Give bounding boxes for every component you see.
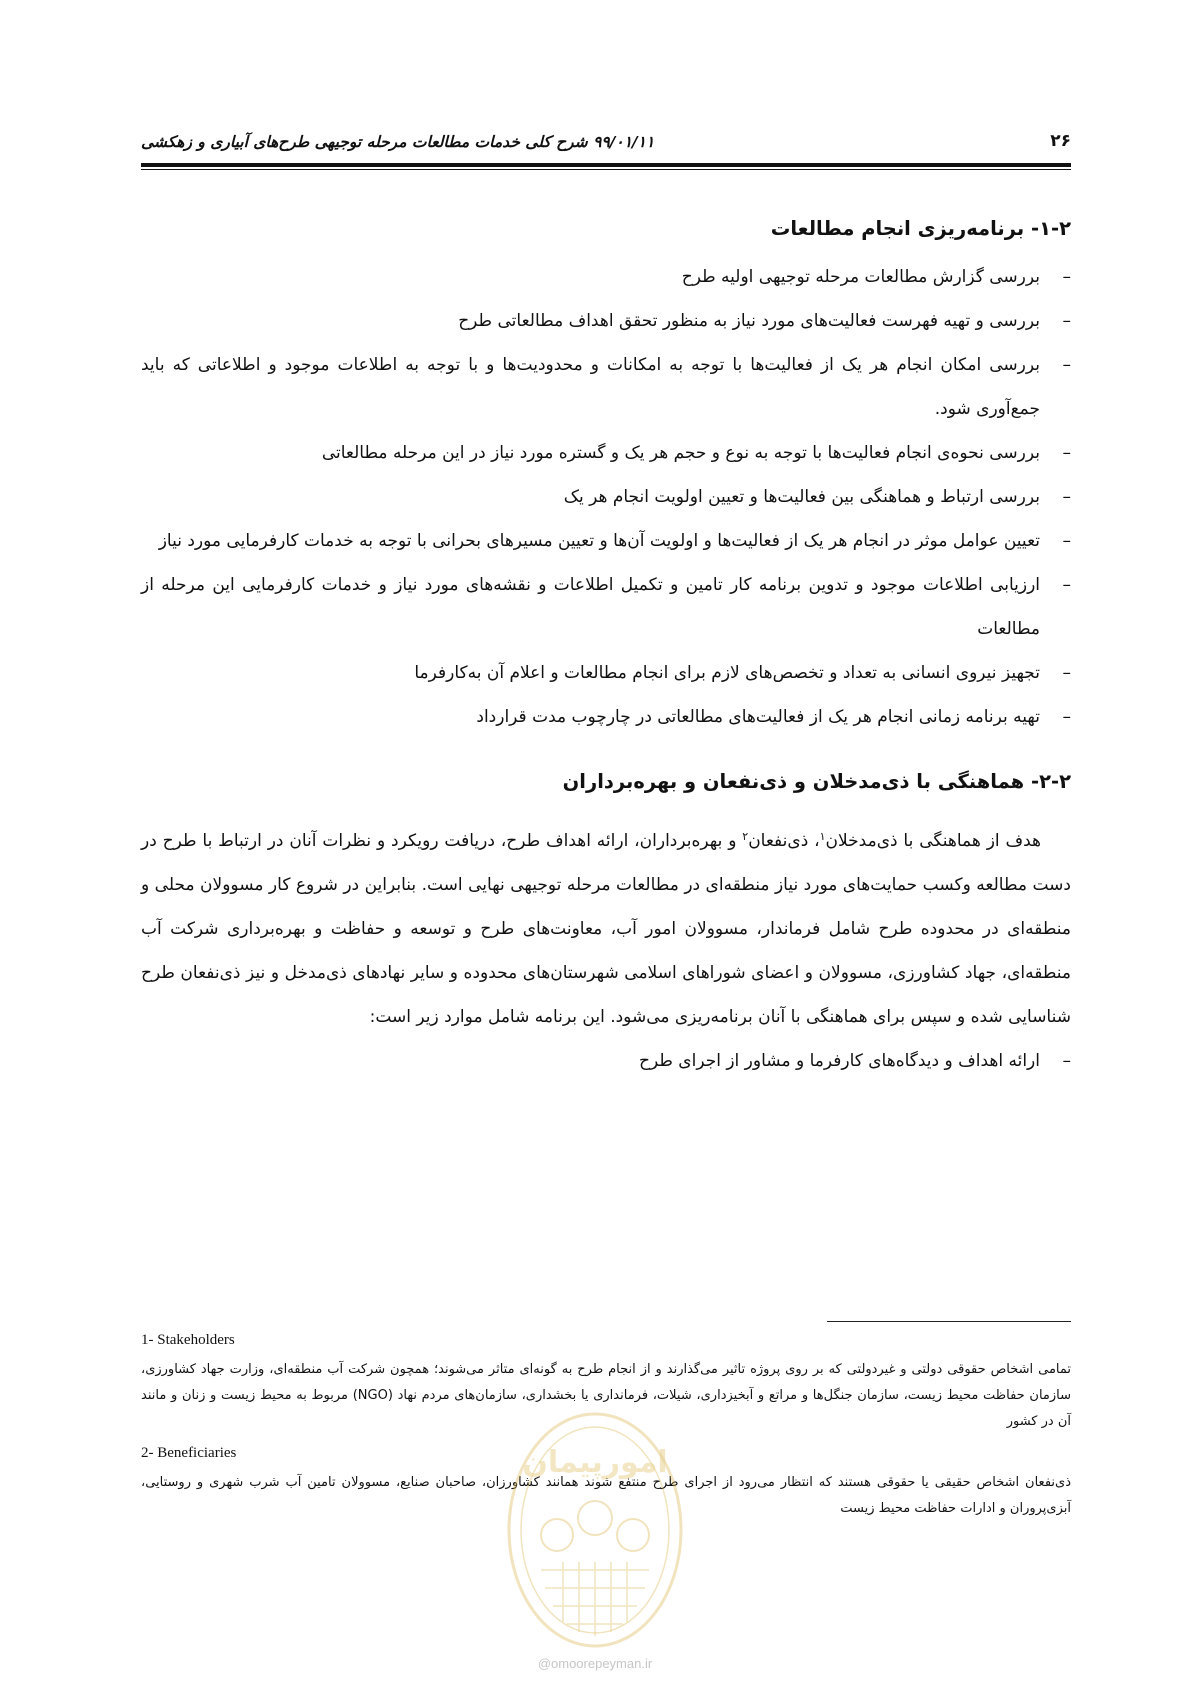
bullet-text: تجهیز نیروی انسانی به تعداد و تخصص‌های لازم برای انجام مطالعات و اعلام آن به‌کارفرما	[414, 663, 1040, 683]
bullet-text: تهیه برنامه زمانی انجام هر یک از فعالیت‌های مطالعاتی در چارچوب مدت قرارداد	[476, 707, 1040, 727]
footnote-1-text: تمامی اشخاص حقوقی دولتی و غیردولتی که بر روی پروژه تاثیر می‌گذارند و از انجام طرح به گونه‌ای متاثر می‌شوند؛ همچون شرکت آب منطقه‌ای، وزارت جهاد کشاورزی، سازمان حفاظت محیط زیست، سازمان جنگل‌ها و مراتع و آبخیزداری، شیلات، فرمانداری یا بخشداری، سازمان‌های مردم نهاد (NGO) مربوط به محیط زیست و زنان و مانند آن در کشور	[141, 1362, 1071, 1429]
footnote-1-term: 1- Stakeholders	[141, 1332, 235, 1348]
paragraph-text: ، ذی‌نفعان	[748, 831, 820, 851]
paragraph-text: و بهره‌برداران، ارائه اهداف طرح، دریافت رویکرد و نظرات آنان در ارتباط با طرح در دست مطالعه وکسب حمایت‌های مورد نیاز منطقه‌ای در مطالعات مرحله توجیهی نهایی است. بنابراین در شروع کار مسوولان محلی و منطقه‌ای در محدوده طرح شامل فرماندار، مسوولان امور آب، معاونت‌های طرح و توسعه و حفاظت و بهره‌برداری شرکت آب منطقه‌ای، جهاد کشاورزی، مسوولان و اعضای شوراهای اسلامی شهرستان‌های محدوده و سایر نهادهای ذی‌مدخل و نیز ذی‌نفعان طرح شناسایی شده و سپس برای هماهنگی با آنان برنامه‌ریزی می‌شود. این برنامه شامل موارد زیر است:	[141, 831, 1071, 1027]
footnote-marker-1[interactable]: ۱	[819, 830, 826, 843]
header-rule-thin	[141, 169, 1071, 170]
bullet-item	[141, 1039, 1071, 1083]
section-2-bullet-list	[141, 1039, 1071, 1083]
bullet-item	[141, 431, 1071, 475]
bullet-item	[141, 519, 1071, 563]
dash-marker: –	[1062, 267, 1071, 287]
watermark-grid	[541, 1562, 649, 1636]
dash-marker: –	[1062, 663, 1071, 683]
paragraph-text: هدف از هماهنگی با ذی‌مدخلان	[825, 831, 1041, 851]
bullet-item	[141, 563, 1071, 651]
running-title: ۹۹/۰۱/۱۱ شرح کلی خدمات مطالعات مرحله توجیهی طرح‌های آبیاری و زهکشی	[141, 133, 655, 151]
bullet-item	[141, 695, 1071, 739]
bullet-text: ارزیابی اطلاعات موجود و تدوین برنامه کار تامین و تکمیل اطلاعات و نقشه‌های مورد نیاز و خدمات کارفرمایی این مرحله از مطالعات	[141, 575, 1040, 639]
bullet-text: بررسی ارتباط و هماهنگی بین فعالیت‌ها و تعیین اولویت انجام هر یک	[563, 487, 1040, 507]
bullet-text: ارائه اهداف و دیدگاه‌های کارفرما و مشاور از اجرای طرح	[639, 1051, 1040, 1071]
dash-marker: –	[1062, 707, 1071, 727]
section-1-bullet-list	[141, 255, 1071, 739]
dash-marker: –	[1062, 531, 1071, 551]
footnote-2-text: ذی‌نفعان اشخاص حقیقی یا حقوقی هستند که انتظار می‌رود از اجرای طرح منتفع شوند همانند کشاورزان، صاحبان صنایع، مسوولان تامین آب شرب شهری و روستایی، آبزی‌پروران و ادارات حفاظت محیط زیست	[141, 1475, 1071, 1516]
section-2-heading: ۲-۲- هماهنگی با ذی‌مدخلان و ذی‌نفعان و بهره‌برداران	[562, 770, 1071, 793]
dash-marker: –	[1062, 311, 1071, 331]
watermark-logo	[505, 1410, 685, 1650]
page-content	[141, 210, 1071, 1083]
header-rule-thick	[141, 163, 1071, 167]
dash-marker: –	[1062, 1051, 1071, 1071]
bullet-item	[141, 475, 1071, 519]
dash-marker: –	[1062, 575, 1071, 595]
dash-marker: –	[1062, 355, 1071, 375]
dash-marker: –	[1062, 443, 1071, 463]
section-2-paragraph	[141, 819, 1071, 1039]
watermark-badge-center	[578, 1501, 612, 1535]
bullet-text: بررسی نحوه‌ی انجام فعالیت‌ها با توجه به نوع و حجم هر یک و گستره مورد نیاز در این مرحله مطالعاتی	[321, 443, 1040, 463]
page-header	[141, 131, 1071, 161]
bullet-item	[141, 299, 1071, 343]
section-1-heading: ۱-۲- برنامه‌ریزی انجام مطالعات	[770, 217, 1071, 240]
dash-marker: –	[1062, 487, 1071, 507]
bullet-item	[141, 343, 1071, 431]
footnote-2-term: 2- Beneficiaries	[141, 1445, 237, 1461]
bullet-item	[141, 255, 1071, 299]
page-number: ۲۶	[1050, 131, 1071, 151]
footnote-marker-2[interactable]: ۲	[742, 830, 749, 843]
bullet-text: بررسی گزارش مطالعات مرحله توجیهی اولیه طرح	[681, 267, 1040, 287]
bullet-item	[141, 651, 1071, 695]
watermark-brand: امورپیمان	[522, 1445, 668, 1480]
watermark-site: @omoorepeyman.ir	[537, 1656, 653, 1671]
bullet-text: تعیین عوامل موثر در انجام هر یک از فعالیت‌ها و اولویت آن‌ها و تعیین مسیرهای بحرانی با توجه به خدمات کارفرمایی مورد نیاز	[158, 531, 1040, 551]
bullet-text: بررسی امکان انجام هر یک از فعالیت‌ها با توجه به امکانات و محدودیت‌ها و با توجه به اطلاعات موجود و اطلاعاتی که باید جمع‌آوری شود.	[141, 355, 1040, 419]
watermark-badge-left	[541, 1519, 573, 1551]
footnote-separator	[827, 1321, 1071, 1322]
watermark-badge-right	[617, 1519, 649, 1551]
bullet-text: بررسی و تهیه فهرست فعالیت‌های مورد نیاز به منظور تحقق اهداف مطالعاتی طرح	[458, 311, 1040, 331]
